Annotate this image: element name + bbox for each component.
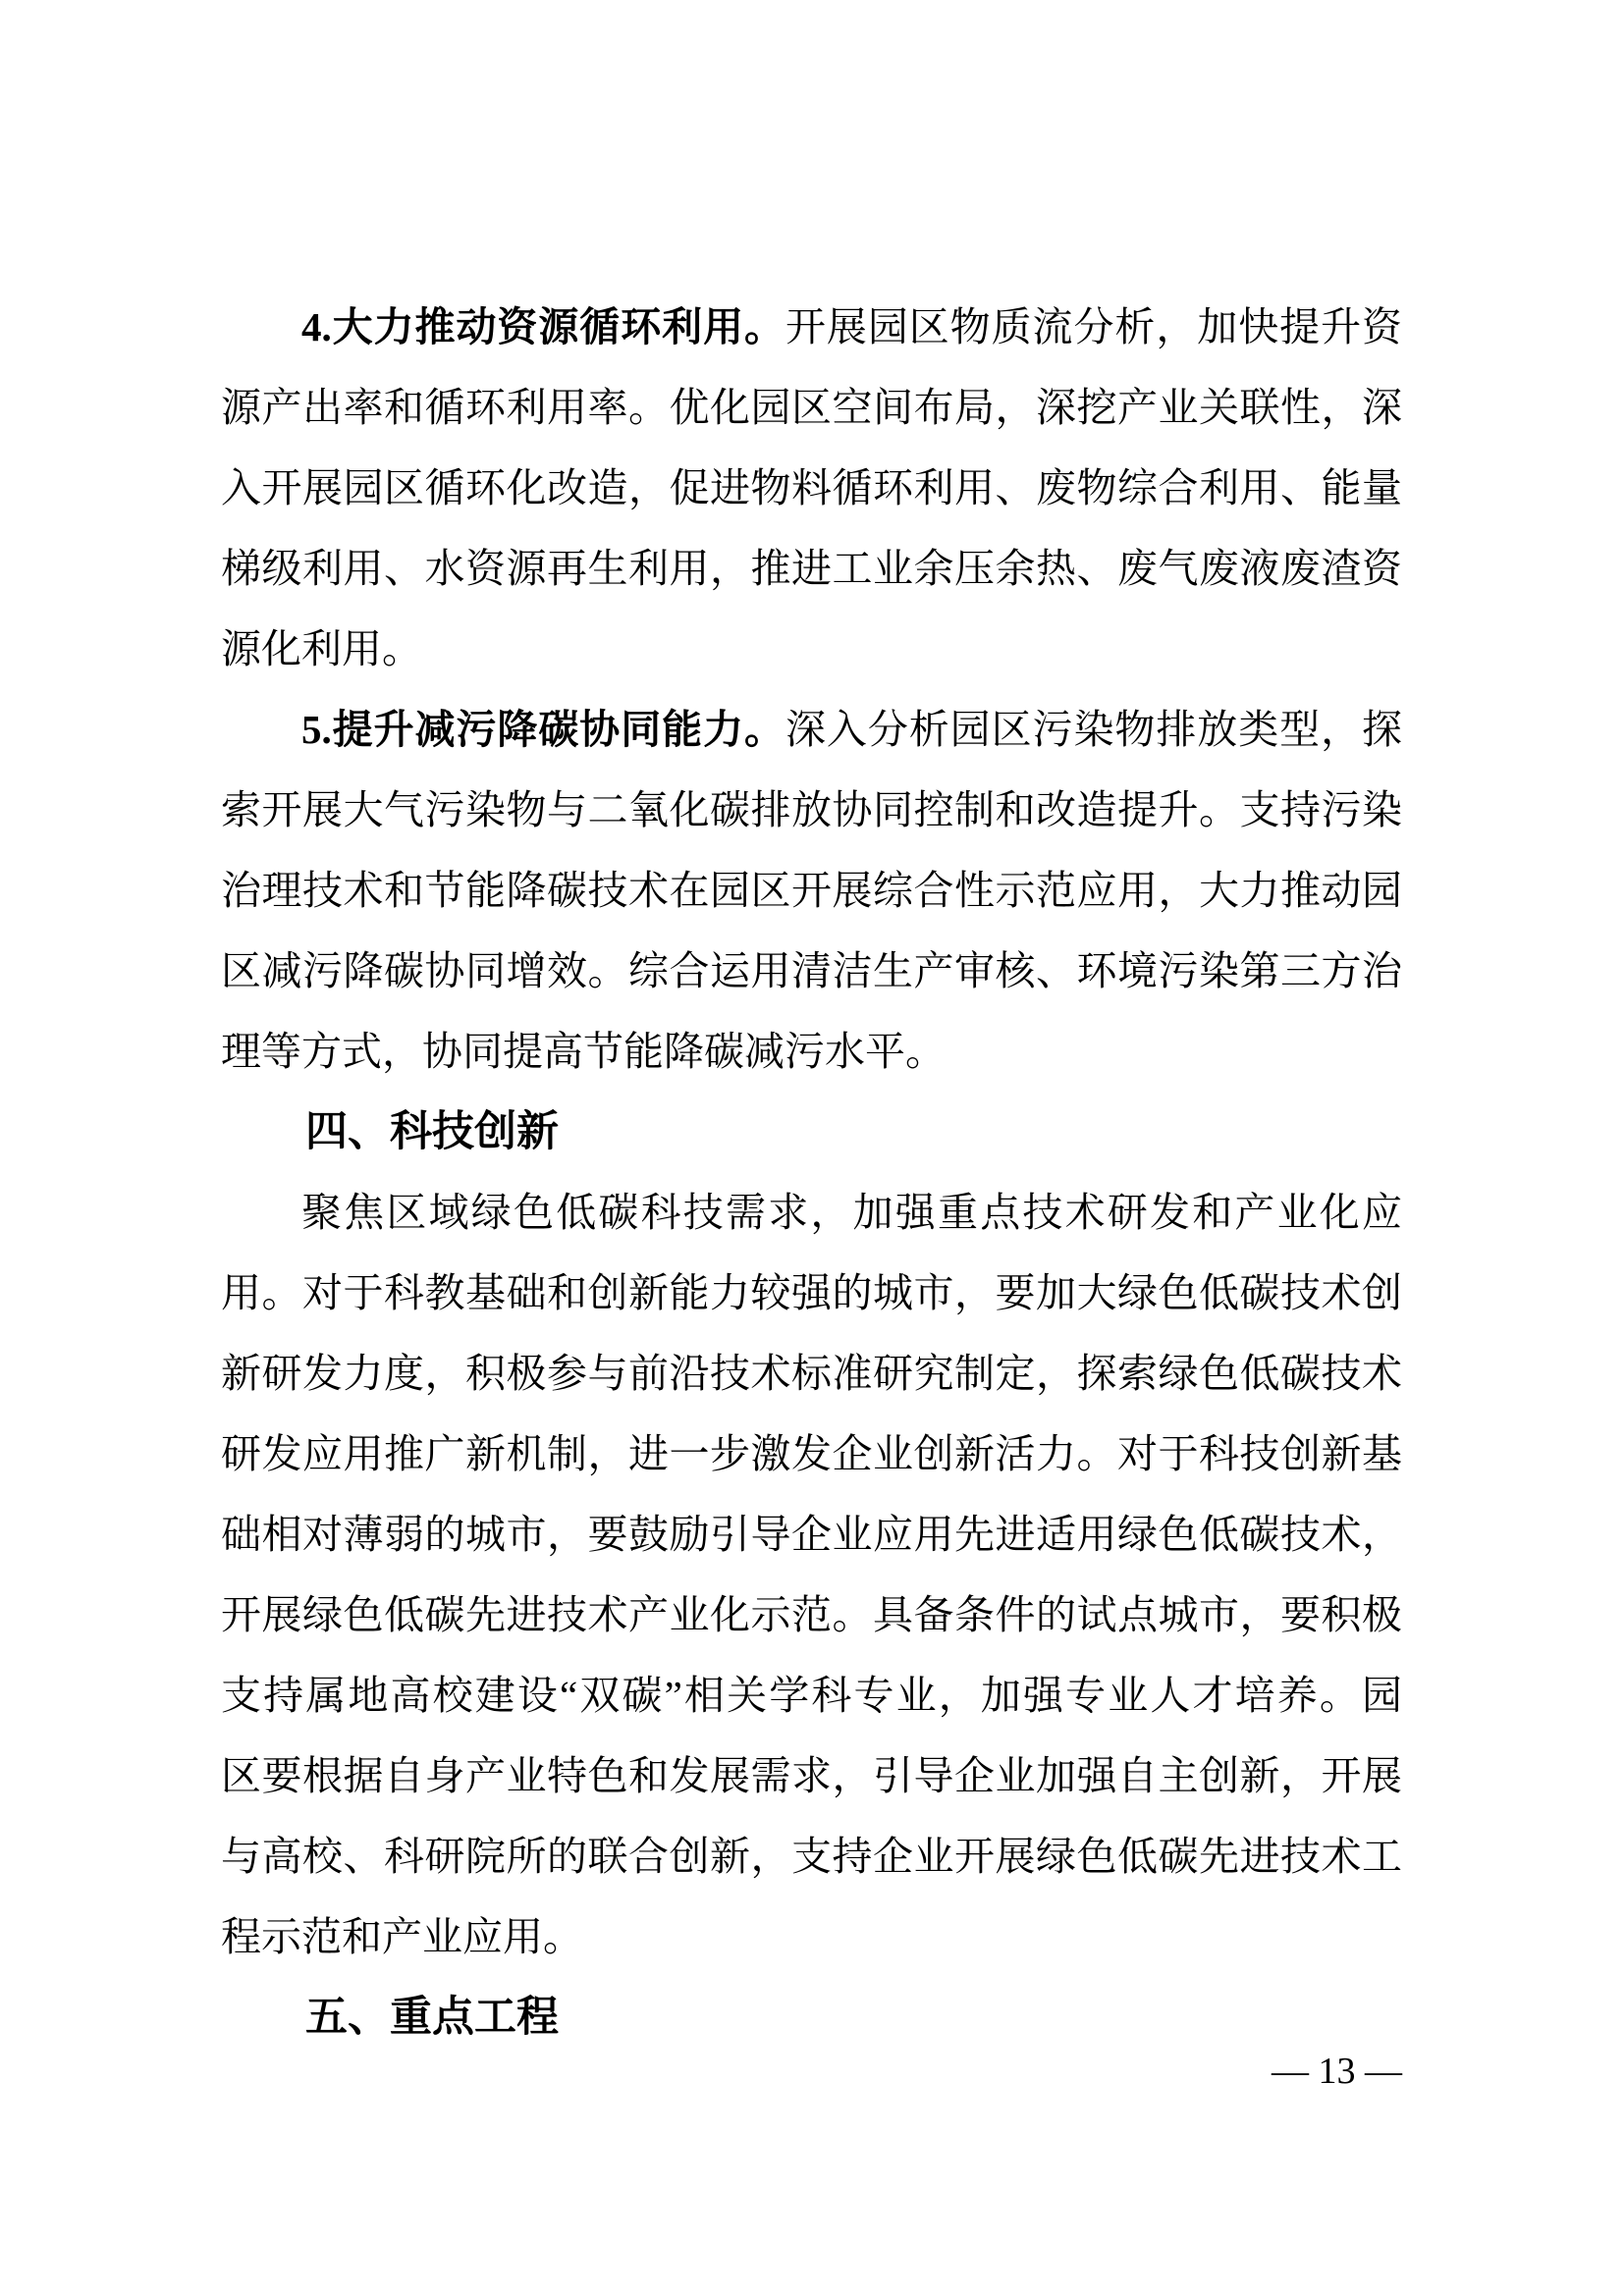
body-line xyxy=(221,1333,1402,1414)
line-text: 梯级利用、水资源再生利用，推进工业余压余热、废气废液废渣资 xyxy=(221,546,1402,591)
line-text: 支持属地高校建设“双碳”相关学科专业，加强专业人才培养。园 xyxy=(221,1673,1402,1718)
section-heading-science-innovation xyxy=(221,1092,1402,1172)
body-line xyxy=(221,448,1402,528)
paragraph-lead: 5.提升减污降碳协同能力。 xyxy=(301,707,785,752)
line-text: 聚焦区域绿色低碳科技需求，加强重点技术研发和产业化应 xyxy=(301,1190,1402,1235)
body-line xyxy=(221,287,1402,367)
body-line xyxy=(221,770,1402,850)
body-line xyxy=(221,1011,1402,1092)
body-line xyxy=(221,850,1402,931)
line-text: 研发应用推广新机制，进一步激发企业创新活力。对于科技创新基 xyxy=(221,1431,1402,1476)
body-line xyxy=(221,1655,1402,1735)
line-text: 深入分析园区污染物排放类型，探 xyxy=(785,707,1403,752)
line-text: 入开展园区循环化改造，促进物料循环利用、废物综合利用、能量 xyxy=(221,465,1402,510)
section-heading-key-projects xyxy=(221,1977,1402,2057)
body-line xyxy=(221,1575,1402,1655)
body-line xyxy=(221,689,1402,770)
body-line xyxy=(221,1494,1402,1575)
body-line xyxy=(221,367,1402,448)
body-line xyxy=(221,1735,1402,1816)
line-text: 与高校、科研院所的联合创新，支持企业开展绿色低碳先进技术工 xyxy=(221,1834,1402,1879)
body-line xyxy=(221,528,1402,609)
line-text: 用。对于科教基础和创新能力较强的城市，要加大绿色低碳技术创 xyxy=(221,1270,1402,1315)
line-text: 程示范和产业应用。 xyxy=(221,1914,583,1959)
line-text: 源产出率和循环利用率。优化园区空间布局，深挖产业关联性，深 xyxy=(221,385,1402,430)
body-line xyxy=(221,1896,1402,1977)
page-number: — 13 — xyxy=(1272,2051,1402,2092)
body-line xyxy=(221,931,1402,1011)
line-text: 新研发力度，积极参与前沿技术标准研究制定，探索绿色低碳技术 xyxy=(221,1351,1402,1396)
line-text: 区减污降碳协同增效。综合运用清洁生产审核、环境污染第三方治 xyxy=(221,948,1402,993)
paragraph-lead: 4.大力推动资源循环利用。 xyxy=(301,304,785,349)
body-line xyxy=(221,1172,1402,1253)
line-text: 源化利用。 xyxy=(221,626,422,671)
heading-text: 四、科技创新 xyxy=(305,1108,559,1155)
line-text: 础相对薄弱的城市，要鼓励引导企业应用先进适用绿色低碳技术， xyxy=(221,1512,1402,1557)
line-text: 索开展大气污染物与二氧化碳排放协同控制和改造提升。支持污染 xyxy=(221,787,1402,832)
line-text: 区要根据自身产业特色和发展需求，引导企业加强自主创新，开展 xyxy=(221,1753,1402,1798)
document-content xyxy=(221,287,1402,2057)
line-text: 开展绿色低碳先进技术产业化示范。具备条件的试点城市，要积极 xyxy=(221,1592,1402,1637)
body-line xyxy=(221,609,1402,689)
line-text: 治理技术和节能降碳技术在园区开展综合性示范应用，大力推动园 xyxy=(221,868,1402,913)
body-line xyxy=(221,1414,1402,1494)
body-line xyxy=(221,1816,1402,1896)
heading-text: 五、重点工程 xyxy=(305,1994,559,2041)
line-text: 理等方式，协同提高节能降碳减污水平。 xyxy=(221,1029,946,1074)
body-line xyxy=(221,1253,1402,1333)
line-text: 开展园区物质流分析，加快提升资 xyxy=(785,304,1403,349)
